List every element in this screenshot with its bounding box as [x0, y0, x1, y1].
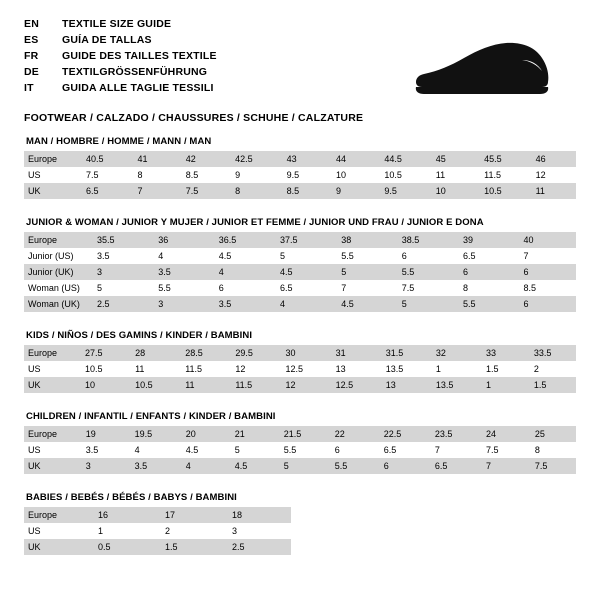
- size-cell: 9: [235, 170, 241, 180]
- table-row: [24, 361, 576, 377]
- size-cell: 11.5: [484, 170, 501, 180]
- size-cell: 12: [235, 364, 246, 374]
- size-cell: 9.5: [286, 170, 300, 180]
- size-cell: 44: [328, 151, 376, 167]
- row-label: US: [28, 364, 41, 374]
- language-code: ES: [24, 34, 39, 46]
- language-title-body: [24, 18, 217, 98]
- table-row: [24, 264, 576, 280]
- size-cell: 36.5: [211, 232, 272, 248]
- size-cell: 1: [98, 526, 104, 536]
- language-row: [24, 50, 217, 66]
- row-label: Junior (US): [28, 251, 74, 261]
- language-code: EN: [24, 18, 39, 30]
- row-label: Europe: [24, 507, 90, 523]
- table-row: [24, 345, 576, 361]
- row-label: Europe: [24, 345, 77, 361]
- size-cell: 10.5: [127, 377, 177, 393]
- row-label: Junior (UK): [24, 264, 89, 280]
- dress-shoe-icon: [372, 34, 562, 106]
- size-cell: 24: [478, 426, 527, 442]
- size-cell: 43: [279, 151, 328, 167]
- size-cell: 7.5: [527, 458, 576, 474]
- size-cell: 6: [401, 251, 407, 261]
- size-cell: 10: [77, 377, 127, 393]
- size-cell: 12.5: [328, 377, 378, 393]
- size-cell: 2.5: [224, 539, 291, 555]
- size-cell: 33: [478, 345, 526, 361]
- size-cell: 7: [341, 283, 347, 293]
- row-label: US: [28, 445, 41, 455]
- table-row: [24, 426, 576, 442]
- table-row: [24, 151, 576, 167]
- section-title: MAN / HOMBRE / HOMME / MANN / MAN: [26, 136, 212, 147]
- size-cell: 21.5: [276, 426, 327, 442]
- size-section: [24, 136, 576, 199]
- size-cell: 1: [435, 364, 441, 374]
- size-cell: 20: [178, 426, 227, 442]
- size-cell: 10.5: [384, 170, 402, 180]
- size-cell: 1.5: [485, 364, 499, 374]
- size-cell: 8.5: [279, 183, 328, 199]
- size-cell: 11: [435, 170, 446, 180]
- size-cell: 7.5: [485, 445, 499, 455]
- size-cell: 36: [150, 232, 210, 248]
- size-cell: 19.5: [127, 426, 178, 442]
- size-cell: 1.5: [526, 377, 576, 393]
- size-cell: 10: [335, 170, 346, 180]
- table-row: [24, 507, 291, 523]
- size-cell: 10.5: [476, 183, 527, 199]
- size-cell: 7: [523, 251, 529, 261]
- language-title: GUIDE DES TAILLES TEXTILE: [62, 50, 217, 62]
- size-cell: 8: [137, 170, 143, 180]
- language-row: [24, 34, 217, 50]
- size-cell: 9: [328, 183, 376, 199]
- size-cell: 5.5: [341, 251, 354, 261]
- size-cell: 6: [515, 264, 576, 280]
- section-title: JUNIOR & WOMAN / JUNIOR Y MUJER / JUNIOR ET FEMME / JUNIOR UND FRAU / JUNIOR E DONA: [26, 217, 484, 228]
- size-cell: 42.5: [227, 151, 278, 167]
- size-cell: 3: [150, 296, 210, 312]
- size-cell: 3: [78, 458, 127, 474]
- table-row: [24, 539, 291, 555]
- size-cell: 40.5: [78, 151, 129, 167]
- table-row: [24, 232, 576, 248]
- row-label: UK: [24, 183, 78, 199]
- size-cell: 42: [178, 151, 227, 167]
- size-table: [24, 507, 291, 555]
- language-title: TEXTILE SIZE GUIDE: [62, 18, 172, 30]
- size-cell: 3.5: [127, 458, 178, 474]
- size-cell: 28: [127, 345, 177, 361]
- size-cell: 22: [327, 426, 376, 442]
- table-row: [24, 377, 576, 393]
- row-label: UK: [24, 458, 78, 474]
- language-title: GUIDA ALLE TAGLIE TESSILI: [62, 82, 214, 94]
- size-cell: 33.5: [526, 345, 576, 361]
- size-cell: 6: [515, 296, 576, 312]
- size-cell: 4: [178, 458, 227, 474]
- size-cell: 40: [515, 232, 576, 248]
- size-cell: 6.5: [78, 183, 129, 199]
- size-cell: 8: [462, 283, 468, 293]
- table-row: [24, 248, 576, 264]
- table-row: [24, 183, 576, 199]
- size-cell: 5.5: [394, 264, 455, 280]
- size-cell: 29.5: [227, 345, 277, 361]
- size-cell: 3.5: [211, 296, 272, 312]
- size-cell: 5.5: [327, 458, 376, 474]
- size-cell: 30: [277, 345, 327, 361]
- size-cell: 0.5: [90, 539, 157, 555]
- size-cell: 6.5: [427, 458, 478, 474]
- size-cell: 46: [528, 151, 576, 167]
- size-table: [24, 151, 576, 199]
- size-cell: 39: [455, 232, 515, 248]
- size-cell: 13: [378, 377, 428, 393]
- size-cell: 11: [135, 364, 145, 374]
- row-label: Europe: [24, 232, 89, 248]
- row-label: Woman (UK): [24, 296, 89, 312]
- row-label: Europe: [24, 426, 78, 442]
- table-row: [24, 296, 576, 312]
- section-title: KIDS / NIÑOS / DES GAMINS / KINDER / BAMBINI: [26, 330, 253, 341]
- table-row: [24, 442, 576, 458]
- size-cell: 38.5: [394, 232, 455, 248]
- size-table: [24, 426, 576, 474]
- size-cell: 5: [280, 251, 286, 261]
- language-row: [24, 18, 217, 34]
- size-cell: 7: [129, 183, 177, 199]
- size-cell: 5: [394, 296, 455, 312]
- size-cell: 38: [333, 232, 393, 248]
- size-sections: [24, 136, 576, 555]
- size-section: [24, 217, 576, 312]
- size-cell: 6: [334, 445, 340, 455]
- size-cell: 1.5: [157, 539, 224, 555]
- size-cell: 7.5: [401, 283, 415, 293]
- size-cell: 5.5: [455, 296, 515, 312]
- row-label: US: [28, 526, 41, 536]
- size-cell: 5: [276, 458, 327, 474]
- size-cell: 11.5: [185, 364, 203, 374]
- row-label: UK: [24, 377, 77, 393]
- language-code: IT: [24, 82, 34, 94]
- size-cell: 6.5: [383, 445, 397, 455]
- size-cell: 27.5: [77, 345, 127, 361]
- size-cell: 5: [333, 264, 393, 280]
- language-title-table: [24, 18, 217, 98]
- table-row: [24, 458, 576, 474]
- size-table-body: [24, 232, 576, 312]
- size-cell: 4.5: [333, 296, 393, 312]
- size-cell: 5.5: [283, 445, 297, 455]
- size-cell: 7.5: [178, 183, 227, 199]
- size-cell: 8.5: [523, 283, 536, 293]
- size-cell: 3.5: [97, 251, 110, 261]
- size-cell: 3.5: [85, 445, 99, 455]
- size-table-body: [24, 426, 576, 474]
- size-cell: 13: [335, 364, 346, 374]
- size-cell: 2: [533, 364, 539, 374]
- size-cell: 7.5: [85, 170, 99, 180]
- size-cell: 9.5: [376, 183, 427, 199]
- size-cell: 12.5: [285, 364, 303, 374]
- size-cell: 2: [165, 526, 171, 536]
- size-cell: 25: [527, 426, 576, 442]
- size-cell: 6: [455, 264, 515, 280]
- size-cell: 4.5: [185, 445, 199, 455]
- size-cell: 32: [428, 345, 478, 361]
- size-cell: 5: [234, 445, 240, 455]
- size-cell: 45: [428, 151, 476, 167]
- size-cell: 6: [376, 458, 427, 474]
- size-section: [24, 411, 576, 474]
- size-cell: 8: [227, 183, 278, 199]
- language-code: DE: [24, 66, 39, 78]
- size-cell: 41: [129, 151, 177, 167]
- size-cell: 44.5: [376, 151, 427, 167]
- row-label: Europe: [24, 151, 78, 167]
- size-table: [24, 345, 576, 393]
- size-cell: 1: [478, 377, 526, 393]
- size-cell: 31.5: [378, 345, 428, 361]
- size-cell: 4: [211, 264, 272, 280]
- language-row: [24, 82, 217, 98]
- size-cell: 21: [227, 426, 276, 442]
- row-label: Woman (US): [28, 283, 80, 293]
- language-row: [24, 66, 217, 82]
- size-cell: 16: [90, 507, 157, 523]
- size-cell: 23.5: [427, 426, 478, 442]
- size-section: [24, 492, 576, 555]
- row-label: US: [28, 170, 41, 180]
- size-cell: 31: [328, 345, 378, 361]
- language-title: TEXTILGRÖSSENFÜHRUNG: [62, 66, 208, 78]
- size-cell: 6.5: [280, 283, 293, 293]
- size-cell: 35.5: [89, 232, 150, 248]
- size-cell: 3: [232, 526, 238, 536]
- size-cell: 19: [78, 426, 127, 442]
- size-table: [24, 232, 576, 312]
- section-title: BABIES / BEBÉS / BÉBÉS / BABYS / BAMBINI: [26, 492, 237, 503]
- size-table-body: [24, 507, 291, 555]
- size-cell: 5: [97, 283, 103, 293]
- size-table-body: [24, 345, 576, 393]
- size-cell: 4: [272, 296, 333, 312]
- table-row: [24, 167, 576, 183]
- size-cell: 18: [224, 507, 291, 523]
- size-cell: 13.5: [428, 377, 478, 393]
- size-cell: 11: [528, 183, 576, 199]
- size-cell: 2.5: [89, 296, 150, 312]
- size-cell: 8.5: [185, 170, 199, 180]
- size-cell: 4.5: [218, 251, 232, 261]
- size-cell: 17: [157, 507, 224, 523]
- size-cell: 22.5: [376, 426, 427, 442]
- table-row: [24, 280, 576, 296]
- size-cell: 4: [134, 445, 140, 455]
- size-cell: 12: [277, 377, 327, 393]
- size-cell: 4.5: [227, 458, 276, 474]
- size-section: [24, 330, 576, 393]
- size-cell: 6: [218, 283, 224, 293]
- size-cell: 6.5: [462, 251, 476, 261]
- size-cell: 13.5: [385, 364, 404, 374]
- section-title: CHILDREN / INFANTIL / ENFANTS / KINDER / BAMBINI: [26, 411, 276, 422]
- table-row: [24, 523, 291, 539]
- size-cell: 7: [434, 445, 440, 455]
- size-cell: 10.5: [84, 364, 103, 374]
- row-label: UK: [24, 539, 90, 555]
- size-cell: 8: [534, 445, 540, 455]
- size-cell: 4: [158, 251, 164, 261]
- size-cell: 3.5: [150, 264, 210, 280]
- language-code: FR: [24, 50, 39, 62]
- size-cell: 10: [428, 183, 476, 199]
- size-cell: 7: [478, 458, 527, 474]
- size-table-body: [24, 151, 576, 199]
- document-header: [24, 18, 576, 124]
- size-cell: 11: [177, 377, 227, 393]
- category-line: FOOTWEAR / CALZADO / CHAUSSURES / SCHUHE / CALZATURE: [24, 112, 364, 124]
- size-cell: 28.5: [177, 345, 227, 361]
- size-cell: 37.5: [272, 232, 333, 248]
- size-cell: 5.5: [158, 283, 171, 293]
- size-cell: 3: [89, 264, 150, 280]
- size-cell: 4.5: [272, 264, 333, 280]
- size-cell: 12: [535, 170, 546, 180]
- size-cell: 11.5: [227, 377, 277, 393]
- language-title: GUÍA DE TALLAS: [62, 34, 152, 46]
- size-cell: 45.5: [476, 151, 527, 167]
